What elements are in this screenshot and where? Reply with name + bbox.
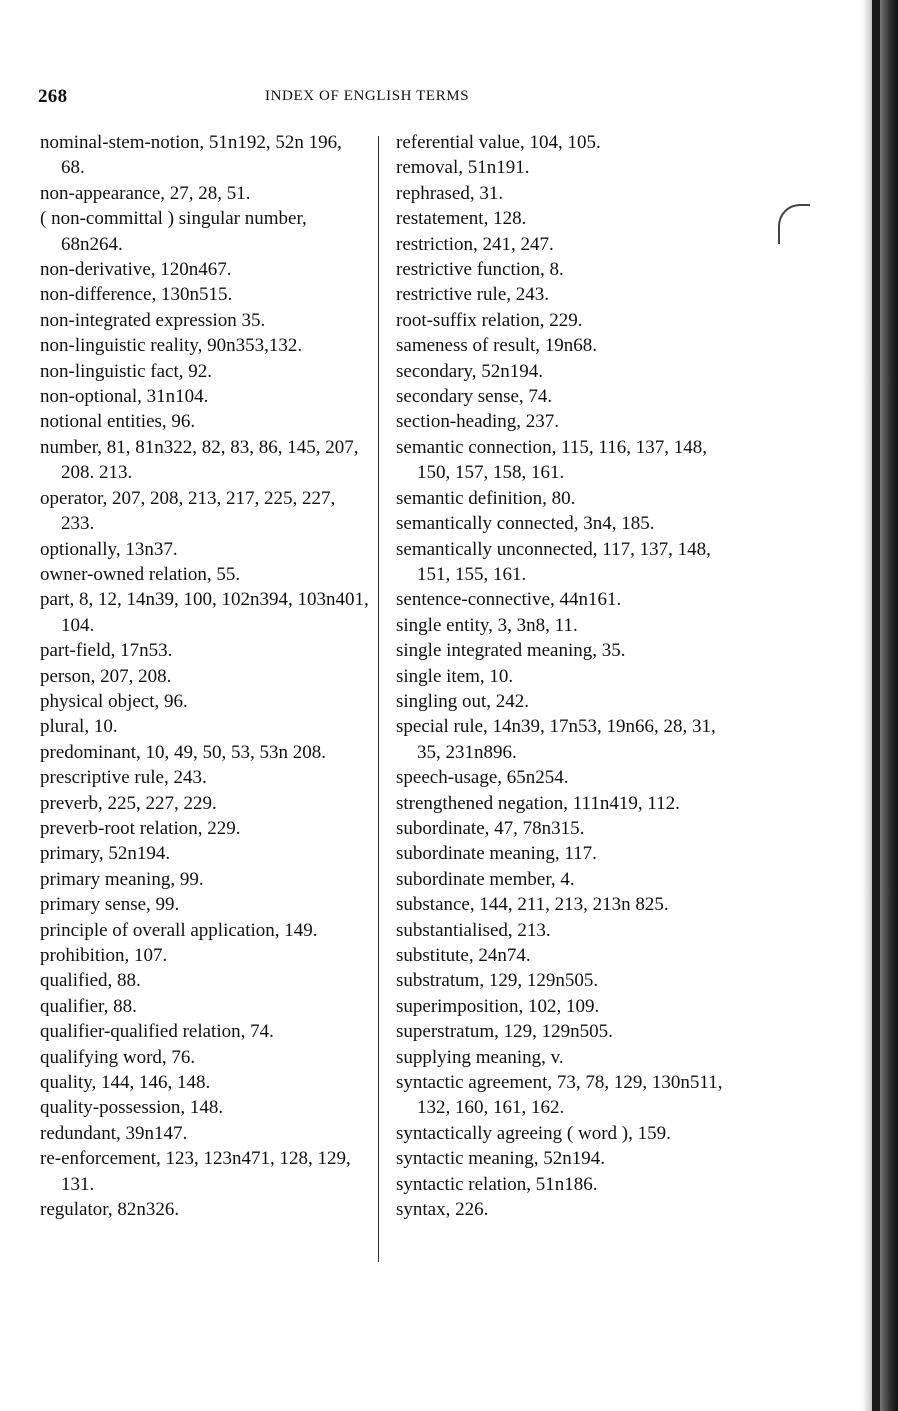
index-entry: secondary, 52n194. bbox=[396, 360, 544, 382]
index-entry: strengthened negation, 111n419, 112. bbox=[396, 792, 680, 814]
index-entry: restriction, 241, 247. bbox=[396, 233, 554, 255]
index-entry: part-field, 17n53. bbox=[40, 640, 173, 662]
binding-edge bbox=[862, 0, 898, 1411]
index-entry: secondary sense, 74. bbox=[396, 386, 553, 408]
index-entry: qualifier, 88. bbox=[40, 995, 137, 1017]
index-entry: operator, 207, 208, 213, 217, 225, 227, 233. bbox=[40, 487, 336, 535]
index-entry: part, 8, 12, 14n39, 100, 102n394, 103n401, 104. bbox=[40, 589, 369, 636]
index-entry: syntactic relation, 51n186. bbox=[396, 1173, 598, 1195]
index-entry: qualifier-qualified relation, 74. bbox=[40, 1021, 274, 1043]
index-entry: section-heading, 237. bbox=[396, 411, 560, 433]
index-entry: sameness of result, 19n68. bbox=[396, 335, 598, 357]
index-entry: restatement, 128. bbox=[396, 208, 527, 230]
page-number: 268 bbox=[38, 86, 68, 107]
index-entry: primary, 52n194. bbox=[40, 843, 171, 865]
index-entry: nominal-stem-notion, 51n192, 52n 196, 68. bbox=[40, 132, 342, 179]
index-entry: semantic definition, 80. bbox=[396, 487, 576, 509]
index-entry: substratum, 129, 129n505. bbox=[396, 970, 599, 992]
index-entry: subordinate, 47, 78n315. bbox=[396, 817, 585, 839]
index-entry: non-integrated expression 35. bbox=[40, 309, 266, 331]
index-entry: special rule, 14n39, 17n53, 19n66, 28, 31, 35, 231n896. bbox=[396, 716, 716, 763]
index-entry: principle of overall application, 149. bbox=[40, 919, 318, 941]
index-entry: rephrased, 31. bbox=[396, 182, 504, 204]
index-entry: substitute, 24n74. bbox=[396, 945, 531, 966]
index-entry: quality, 144, 146, 148. bbox=[40, 1072, 211, 1094]
index-entry: person, 207, 208. bbox=[40, 665, 172, 687]
index-entry: number, 81, 81n322, 82, 83, 86, 145, 207, 208. 213. bbox=[40, 436, 359, 484]
index-entry: syntax, 226. bbox=[396, 1199, 489, 1221]
index-entry: quality-possession, 148. bbox=[40, 1097, 224, 1119]
index-entry: substance, 144, 211, 213, 213n 825. bbox=[396, 894, 669, 916]
index-entry: supplying meaning, v. bbox=[396, 1046, 564, 1068]
index-entry: subordinate member, 4. bbox=[396, 868, 575, 890]
index-entry: preverb, 225, 227, 229. bbox=[40, 792, 217, 814]
index-entry: non-difference, 130n515. bbox=[40, 284, 233, 306]
index-entry: syntactic meaning, 52n194. bbox=[396, 1148, 605, 1170]
index-entry: non-linguistic reality, 90n353,132. bbox=[40, 335, 303, 357]
index-entry: re-enforcement, 123, 123n471, 128, 129, 131. bbox=[40, 1148, 351, 1195]
index-entry: syntactic agreement, 73, 78, 129, 130n511, 132, 160, 161, 162. bbox=[396, 1072, 723, 1119]
index-entry: single integrated meaning, 35. bbox=[396, 640, 626, 662]
index-entry: semantically unconnected, 117, 137, 148, 151, 155, 161. bbox=[396, 538, 711, 585]
index-entry: physical object, 96. bbox=[40, 690, 188, 712]
index-entry: qualifying word, 76. bbox=[40, 1046, 196, 1068]
index-entry: subordinate meaning, 117. bbox=[396, 843, 597, 865]
index-entry: predominant, 10, 49, 50, 53, 53n 208. bbox=[40, 741, 327, 763]
index-entry: semantically connected, 3n4, 185. bbox=[396, 513, 655, 535]
index-entry: primary sense, 99. bbox=[40, 894, 180, 916]
index-entry: redundant, 39n147. bbox=[40, 1122, 188, 1144]
index-entry: prescriptive rule, 243. bbox=[40, 767, 207, 789]
index-entry: root-suffix relation, 229. bbox=[396, 309, 583, 331]
index-entry: speech-usage, 65n254. bbox=[396, 767, 569, 789]
column-divider bbox=[378, 136, 379, 1262]
index-entry: non-optional, 31n104. bbox=[40, 386, 209, 408]
index-entry: notional entities, 96. bbox=[40, 411, 196, 433]
index-column-left bbox=[40, 130, 370, 1222]
index-entry: optionally, 13n37. bbox=[40, 538, 178, 560]
index-entry: non-appearance, 27, 28, 51. bbox=[40, 182, 251, 204]
index-entry: referential value, 104, 105. bbox=[396, 132, 601, 153]
index-entry: primary meaning, 99. bbox=[40, 868, 204, 890]
index-entry: plural, 10. bbox=[40, 716, 118, 738]
index-entry: owner-owned relation, 55. bbox=[40, 563, 241, 585]
index-entry: single entity, 3, 3n8, 11. bbox=[396, 614, 578, 636]
index-entry: non-linguistic fact, 92. bbox=[40, 360, 213, 382]
index-entry: sentence-connective, 44n161. bbox=[396, 589, 622, 611]
running-head: INDEX OF ENGLISH TERMS bbox=[265, 88, 470, 104]
index-entry: restrictive function, 8. bbox=[396, 259, 564, 281]
index-entry: non-derivative, 120n467. bbox=[40, 259, 232, 281]
index-entry: restrictive rule, 243. bbox=[396, 284, 550, 306]
scan-mark bbox=[778, 204, 810, 244]
index-entry: prohibition, 107. bbox=[40, 945, 168, 966]
index-entry: superstratum, 129, 129n505. bbox=[396, 1021, 613, 1043]
index-entry: regulator, 82n326. bbox=[40, 1199, 180, 1221]
index-entry: substantialised, 213. bbox=[396, 919, 551, 941]
index-entry: qualified, 88. bbox=[40, 970, 141, 992]
index-entry: syntactically agreeing ( word ), 159. bbox=[396, 1122, 671, 1144]
index-entry: ( non-committal ) singular number, 68n264. bbox=[40, 208, 307, 255]
index-entry: single item, 10. bbox=[396, 665, 514, 687]
index-entry: removal, 51n191. bbox=[396, 157, 530, 179]
binding-shadow bbox=[872, 0, 880, 1411]
index-entry: superimposition, 102, 109. bbox=[396, 995, 600, 1017]
index-entry: preverb-root relation, 229. bbox=[40, 817, 241, 839]
index-entry: singling out, 242. bbox=[396, 690, 530, 712]
index-entry: semantic connection, 115, 116, 137, 148, 150, 157, 158, 161. bbox=[396, 436, 707, 484]
index-column-right bbox=[396, 130, 726, 1222]
